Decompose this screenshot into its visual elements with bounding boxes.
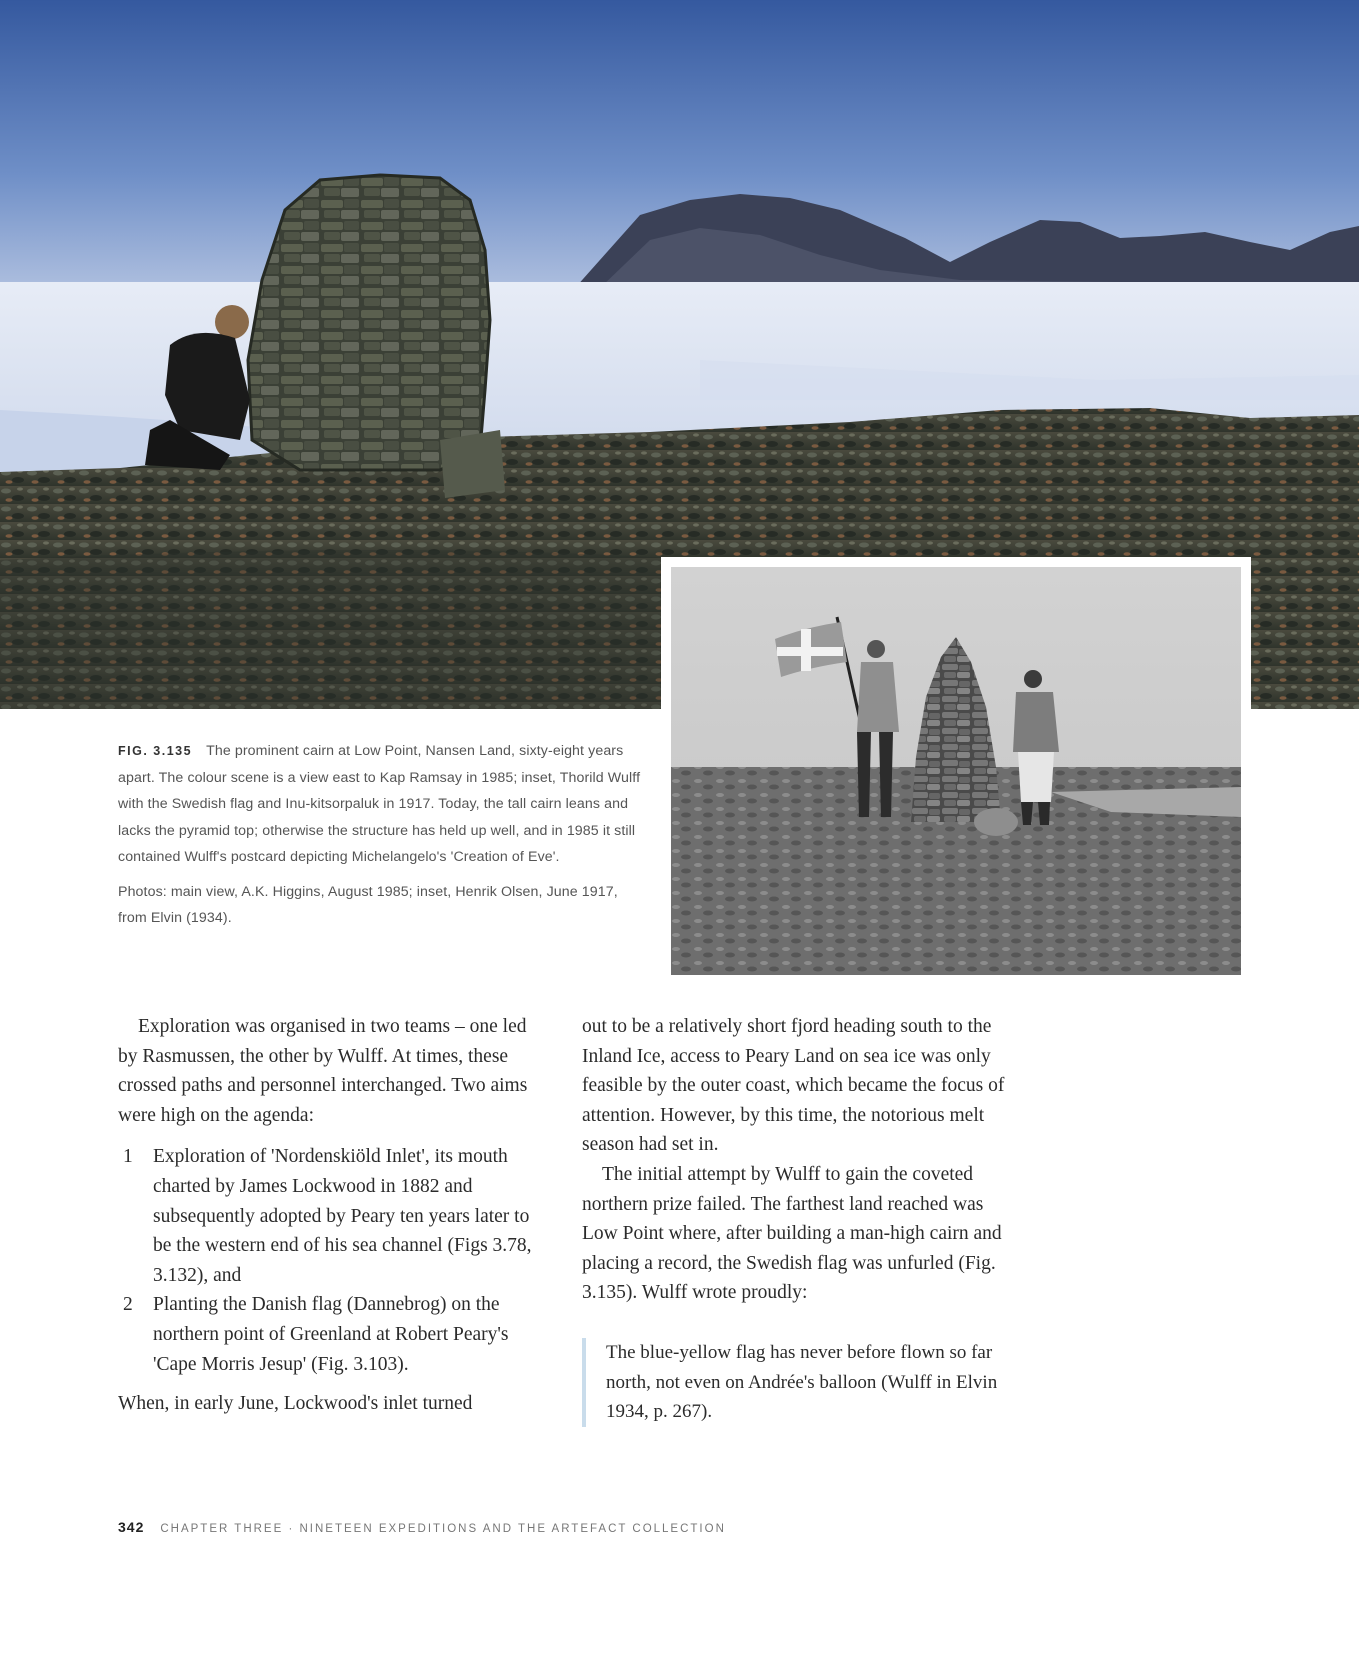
body-column-left — [118, 1012, 543, 1419]
historic-cairn-image — [671, 567, 1241, 975]
aims-list — [118, 1142, 543, 1379]
list-number: 2 — [123, 1294, 133, 1316]
list-text: Exploration of 'Nordenskiöld Inlet', its mouth charted by James Lockwood in 1882 and subsequently adopted by Peary ten years later to be the western end of his sea channel (Figs 3.78, 3.132), and — [153, 1146, 532, 1286]
photo-credits: Photos: main view, A.K. Higgins, August 1985; inset, Henrik Olsen, June 1917, from Elvin (1934). — [118, 883, 618, 926]
paragraph-intro: Exploration was organised in two teams – one led by Rasmussen, the other by Wulff. At times, these crossed paths and personnel interchanged. Two aims were high on the agenda: — [118, 1016, 528, 1126]
page-number: 342 — [118, 1519, 145, 1535]
figure-label: FIG. 3.135 — [118, 744, 193, 758]
paragraph-wulff-attempt: The initial attempt by Wulff to gain the coveted northern prize failed. The farthest land reached was Low Point where, after building a man-high cairn and placing a record, the Swedish flag was unfurled (Fig. 3.135). Wulff wrote proudly: — [582, 1163, 1002, 1304]
list-number: 1 — [123, 1146, 133, 1168]
list-item — [118, 1142, 543, 1290]
block-quote: The blue-yellow flag has never before flown so far north, not even on Andrée's balloon (Wulff in Elvin 1934, p. 267). — [582, 1338, 1006, 1427]
caption-text: The prominent cairn at Low Point, Nansen Land, sixty-eight years apart. The colour scene is a view east to Kap Ramsay in 1985; inset, Thorild Wulff with the Swedish flag and Inu-kitsorpaluk in 1917. Today, the tall cairn leans and lacks the pyramid top; otherwise the structure has held up well, and in 1985 it still contained Wulff's postcard depicting Michelangelo's 'Creation of Eve'. — [118, 743, 641, 865]
inset-photo-frame — [661, 557, 1251, 985]
paragraph-continue: When, in early June, Lockwood's inlet turned — [118, 1393, 473, 1415]
list-item — [118, 1290, 543, 1379]
chapter-running-head: CHAPTER THREE · NINETEEN EXPEDITIONS AND THE ARTEFACT COLLECTION — [160, 1523, 726, 1535]
paragraph-continued: out to be a relatively short fjord heading south to the Inland Ice, access to Peary Land on sea ice was only feasible by the outer coast, which became the focus of attention. However, by this time, the notorious melt season had set in. — [582, 1016, 1005, 1156]
list-text: Planting the Danish flag (Dannebrog) on the northern point of Greenland at Robert Peary's 'Cape Morris Jesup' (Fig. 3.103). — [153, 1294, 509, 1375]
figure-caption — [118, 738, 648, 932]
body-column-right — [582, 1012, 1006, 1427]
page-footer — [118, 1519, 726, 1535]
inset-photo — [671, 567, 1241, 975]
